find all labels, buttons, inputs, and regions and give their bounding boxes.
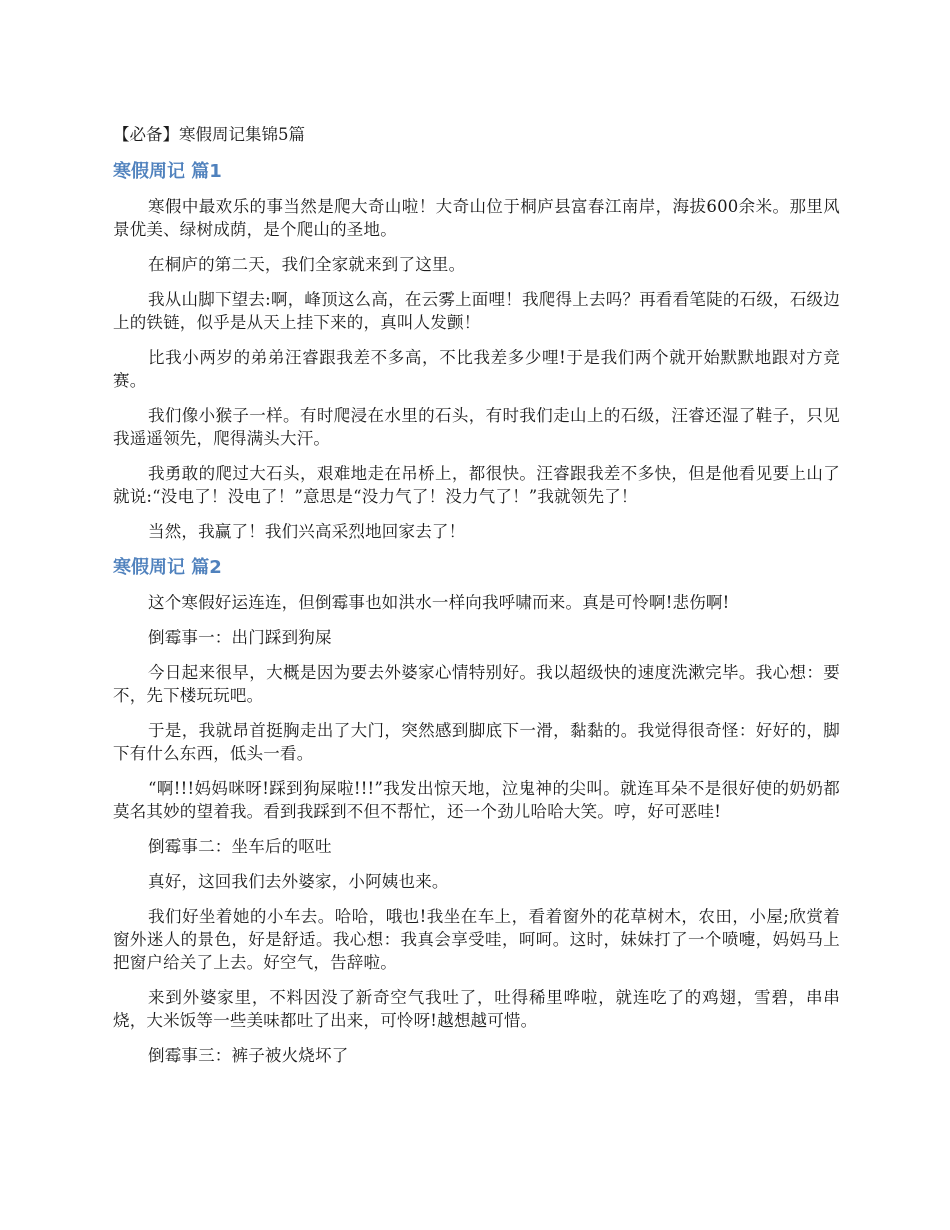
- paragraph: 于是，我就昂首挺胸走出了大门，突然感到脚底下一滑，黏黏的。我觉得很奇怪：好好的，脚下有什么东西，低头一看。: [113, 721, 840, 763]
- section-heading: 寒假周记 篇1: [113, 161, 222, 182]
- paragraph: 寒假中最欢乐的事当然是爬大奇山啦！大奇山位于桐庐县富春江南岸，海拔600余米。那里风景优美、绿树成荫，是个爬山的圣地。: [113, 197, 840, 239]
- paragraph: 这个寒假好运连连，但倒霉事也如洪水一样向我呼啸而来。真是可怜啊!悲伤啊!: [148, 593, 730, 612]
- paragraph: 我们好坐着她的小车去。哈哈，哦也!我坐在车上，看着窗外的花草树木，农田，小屋;欣赏着窗外迷人的景色，好是舒适。我心想：我真会享受哇，呵呵。这时，妹妹打了一个喷嚏，妈妈马上把窗户给关了上去。好空气，告辞啦。: [113, 907, 840, 972]
- section-1: [113, 159, 840, 543]
- paragraph: 我们像小猴子一样。有时爬浸在水里的石头，有时我们走山上的石级，汪睿还湿了鞋子，只见我遥遥领先，爬得满头大汗。: [113, 406, 840, 448]
- paragraph: 今日起来很早，大概是因为要去外婆家心情特别好。我以超级快的速度洗漱完毕。我心想：要不，先下楼玩玩吧。: [113, 663, 840, 705]
- paragraph: 倒霉事三：裤子被火烧坏了: [148, 1046, 349, 1065]
- paragraph: 我勇敢的爬过大石头，艰难地走在吊桥上，都很快。汪睿跟我差不多快，但是他看见要上山了就说:“没电了！没电了！”意思是“没力气了！没力气了！”我就领先了！: [113, 464, 840, 506]
- paragraph: 倒霉事一：出门踩到狗屎: [148, 628, 332, 647]
- paragraph: 在桐庐的第二天，我们全家就来到了这里。: [148, 255, 466, 274]
- section-heading: 寒假周记 篇2: [113, 557, 222, 578]
- paragraph: 来到外婆家里，不料因没了新奇空气我吐了，吐得稀里哗啦，就连吃了的鸡翅，雪碧，串串烧，大米饭等一些美味都吐了出来，可怜呀!越想越可惜。: [113, 988, 840, 1030]
- paragraph: 我从山脚下望去:啊，峰顶这么高，在云雾上面哩！我爬得上去吗？再看看笔陡的石级，石级边上的铁链，似乎是从天上挂下来的，真叫人发颤！: [113, 290, 840, 332]
- document-page: [113, 123, 840, 1079]
- paragraph: 倒霉事二：坐车后的呕吐: [148, 837, 332, 856]
- paragraph: 真好，这回我们去外婆家，小阿姨也来。: [148, 872, 449, 891]
- paragraph: “啊!!!妈妈咪呀!踩到狗屎啦!!!”我发出惊天地，泣鬼神的尖叫。就连耳朵不是很好使的奶奶都莫名其妙的望着我。看到我踩到不但不帮忙，还一个劲儿哈哈大笑。哼，好可恶哇!: [113, 779, 840, 821]
- document-title: 【必备】寒假周记集锦5篇: [113, 125, 305, 144]
- paragraph: 比我小两岁的弟弟汪睿跟我差不多高，不比我差多少哩!于是我们两个就开始默默地跟对方竞赛。: [113, 348, 840, 390]
- section-2: [113, 555, 840, 1067]
- paragraph: 当然，我赢了！我们兴高采烈地回家去了！: [148, 522, 466, 541]
